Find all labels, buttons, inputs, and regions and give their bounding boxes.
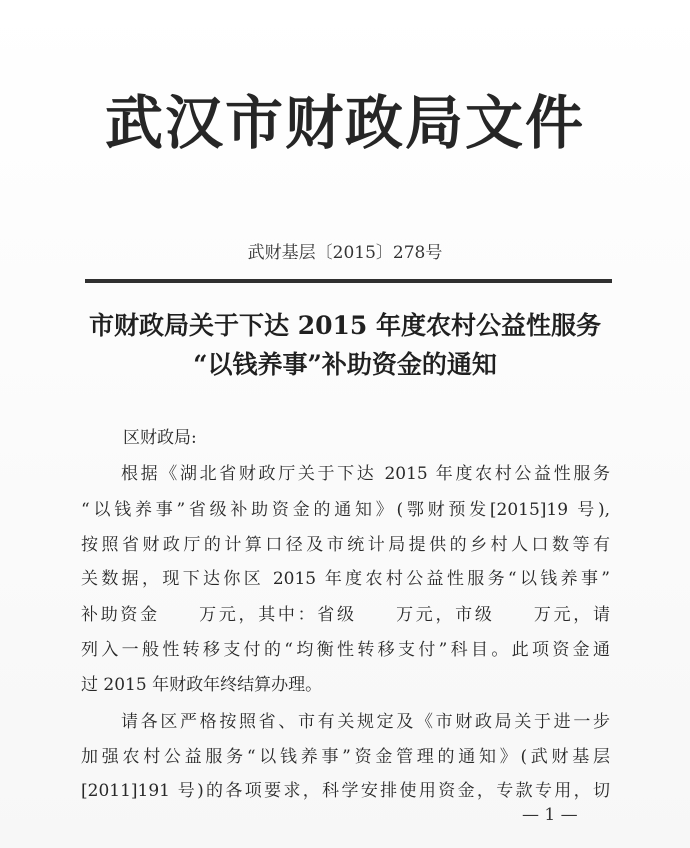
body-line-2: “以钱养事”省级补助资金的通知》(鄂财预发[2015]19 号),: [81, 500, 610, 520]
body-line-9: 加强农村公益服务“以钱养事”资金管理的通知》(武财基层: [81, 747, 610, 767]
notice-title-line-1: 市财政局关于下达 2015 年度农村公益性服务: [89, 311, 601, 340]
page-number: — 1 —: [522, 805, 578, 825]
body-line-1: 根据《湖北省财政厅关于下达 2015 年度农村公益性服务: [121, 464, 610, 484]
document-header-title: 武汉市财政局文件: [104, 89, 585, 157]
body-line-8: 请各区严格按照省、市有关规定及《市财政局关于进一步: [121, 712, 610, 732]
body-line-3: 按照省财政厅的计算口径及市统计局提供的乡村人口数等有: [81, 535, 610, 555]
header-divider: [85, 279, 612, 283]
addressee: 区财政局:: [123, 428, 197, 448]
body-line-5: 补助资金 万元，其中：省级 万元，市级 万元，请: [81, 605, 610, 625]
document-number: 武财基层〔2015〕278号: [247, 243, 443, 263]
body-line-4: 关数据，现下达你区 2015 年度农村公益性服务“以钱养事”: [81, 569, 610, 589]
notice-title-line-2: “以钱养事”补助资金的通知: [193, 350, 497, 379]
body-line-10: [2011]191 号)的各项要求，科学安排使用资金，专款专用，切: [81, 781, 610, 801]
body-line-7: 过 2015 年财政年终结算办理。: [81, 675, 323, 695]
body-line-6: 列入一般性转移支付的“均衡性转移支付”科目。此项资金通: [81, 640, 610, 660]
